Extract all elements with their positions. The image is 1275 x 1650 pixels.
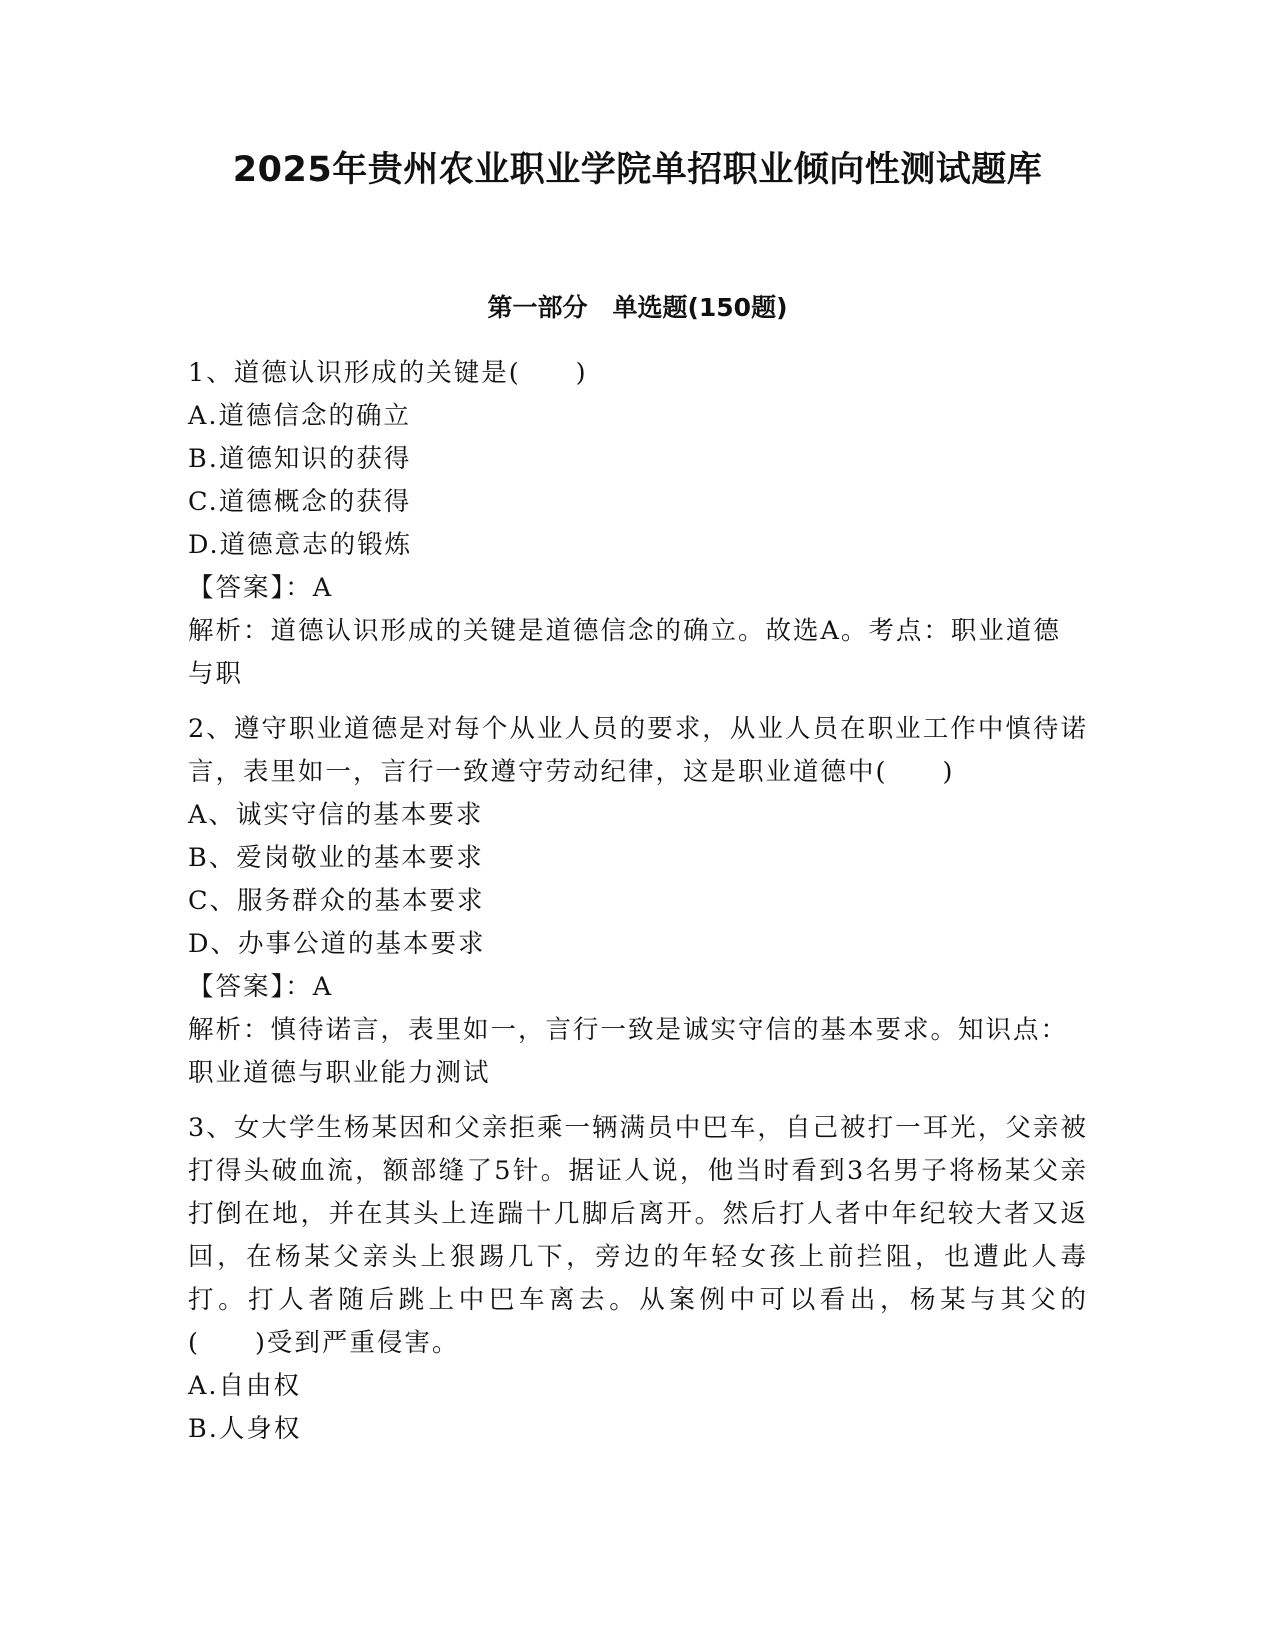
- question-stem: 3、女大学生杨某因和父亲拒乘一辆满员中巴车，自己被打一耳光，父亲被打得头破血流，额部缝了5针。据证人说，他当时看到3名男子将杨某父亲打倒在地，并在其头上连踹十几脚后离开。然后打人者中年纪较大者又返回，在杨某父亲头上狠踢几下，旁边的年轻女孩上前拦阻，也遭此人毒打。打人者随后跳上中巴车离去。从案例中可以看出，杨某与其父的( )受到严重侵害。: [188, 1113, 1088, 1358]
- document-title: 2025年贵州农业职业学院单招职业倾向性测试题库: [232, 150, 1043, 190]
- question-3: [188, 1107, 1088, 1451]
- analysis: 解析：慎待诺言，表里如一，言行一致是诚实守信的基本要求。知识点：职业道德与职业能力测试: [188, 1015, 1069, 1088]
- option-a: A.自由权: [188, 1371, 302, 1401]
- question-stem: 1、道德认识形成的关键是( ): [188, 358, 588, 388]
- answer: 【答案】：A: [188, 972, 334, 1002]
- question-1: [188, 352, 1088, 696]
- option-d: D、办事公道的基本要求: [188, 929, 486, 959]
- option-b: B.人身权: [188, 1414, 302, 1444]
- option-b: B.道德知识的获得: [188, 444, 412, 474]
- option-c: C.道德概念的获得: [188, 487, 412, 517]
- option-c: C、服务群众的基本要求: [188, 886, 485, 916]
- option-a: A、诚实守信的基本要求: [188, 800, 484, 830]
- analysis: 解析：道德认识形成的关键是道德信念的确立。故选A。考点：职业道德与职: [188, 616, 1061, 689]
- question-stem: 2、遵守职业道德是对每个从业人员的要求，从业人员在职业工作中慎待诺言，表里如一，言行一致遵守劳动纪律，这是职业道德中( ): [188, 714, 1088, 787]
- option-d: D.道德意志的锻炼: [188, 530, 413, 560]
- section-heading: 第一部分 单选题(150题): [487, 293, 788, 322]
- option-a: A.道德信念的确立: [188, 401, 412, 431]
- question-2: [188, 708, 1088, 1095]
- option-b: B、爱岗敬业的基本要求: [188, 843, 484, 873]
- answer: 【答案】：A: [188, 573, 334, 603]
- question-list: [188, 352, 1088, 1463]
